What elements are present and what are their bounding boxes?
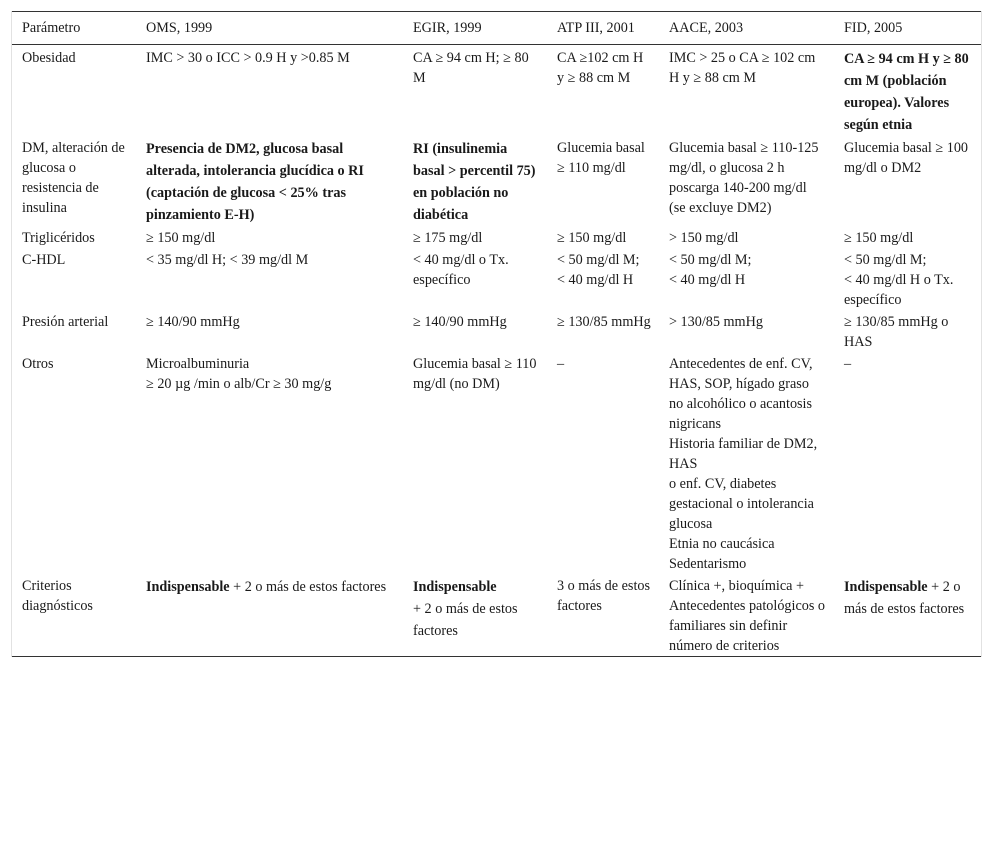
cell-line: Sedentarismo	[669, 556, 747, 572]
atp-cell	[547, 310, 659, 352]
table-row	[12, 248, 981, 310]
fid-cell	[834, 248, 981, 310]
cell-line: RI (insulinemia basal > percentil 75) en población no diabética	[413, 141, 536, 223]
cell-line: > 150 mg/dl	[669, 230, 739, 246]
oms-cell	[136, 574, 403, 657]
fid-cell	[834, 226, 981, 248]
header-oms: OMS, 1999	[146, 20, 213, 36]
cell-line: Otros	[22, 356, 54, 372]
aace-cell	[659, 310, 834, 352]
fid-cell	[834, 310, 981, 352]
cell-line: Glucemia basal ≥ 110 mg/dl	[557, 140, 645, 176]
cell-line: ≥ 175 mg/dl	[413, 230, 483, 246]
header-egir: EGIR, 1999	[413, 20, 482, 36]
fid-cell	[834, 136, 981, 226]
egir-cell	[403, 574, 547, 657]
cell-line: –	[557, 356, 565, 372]
cell-line: > 130/85 mmHg	[669, 314, 763, 330]
cell-line: –	[844, 356, 852, 372]
cell-line: + 2 o más de estos factores	[413, 601, 518, 639]
cell-line: Glucemia basal ≥ 110 mg/dl (no DM)	[413, 356, 537, 392]
cell-line: ≥ 150 mg/dl	[557, 230, 627, 246]
cell-line: < 40 mg/dl H o Tx. específico	[844, 272, 954, 308]
egir-cell	[403, 136, 547, 226]
table-row	[12, 136, 981, 226]
aace-cell	[659, 352, 834, 574]
indispensable-label: Indispensable	[844, 579, 928, 595]
table-row	[12, 574, 981, 657]
egir-cell	[403, 226, 547, 248]
cell-line: ≥ 140/90 mmHg	[146, 314, 240, 330]
header-fid: FID, 2005	[844, 20, 903, 36]
atp-cell	[547, 45, 659, 137]
criteria-table-container	[11, 11, 982, 657]
oms-cell	[136, 352, 403, 574]
atp-cell	[547, 248, 659, 310]
cell-line: CA ≥102 cm H y ≥ 88 cm M	[557, 50, 644, 86]
cell-line: Etnia no caucásica	[669, 536, 775, 552]
oms-cell	[136, 226, 403, 248]
header-atp: ATP III, 2001	[557, 20, 635, 36]
table-header-row	[12, 12, 981, 45]
aace-cell	[659, 226, 834, 248]
table-row	[12, 45, 981, 137]
cell-line: ≥ 150 mg/dl	[146, 230, 216, 246]
egir-cell	[403, 310, 547, 352]
cell-line: < 35 mg/dl H; < 39 mg/dl M	[146, 252, 309, 268]
fid-cell	[834, 352, 981, 574]
atp-cell	[547, 352, 659, 574]
cell-line: ≥ 140/90 mmHg	[413, 314, 507, 330]
cell-line: 3 o más de estos factores	[557, 578, 650, 614]
oms-cell	[136, 136, 403, 226]
atp-cell	[547, 226, 659, 248]
indispensable-label: Indispensable	[146, 579, 230, 595]
cell-line: Antecedentes de enf. CV, HAS, SOP, hígado graso no alcohólico o acantosis nigricans	[669, 356, 813, 432]
cell-line: CA ≥ 94 cm H y ≥ 80 cm M (población europea). Valores según etnia	[844, 51, 969, 133]
aace-cell	[659, 45, 834, 137]
header-parametro: Parámetro	[22, 20, 81, 36]
aace-cell	[659, 574, 834, 657]
atp-cell	[547, 136, 659, 226]
cell-line: Glucemia basal ≥ 100 mg/dl o DM2	[844, 140, 969, 176]
oms-cell	[136, 45, 403, 137]
cell-line: < 40 mg/dl H	[669, 272, 746, 288]
fid-cell	[834, 45, 981, 137]
cell-line: ≥ 150 mg/dl	[844, 230, 914, 246]
egir-cell	[403, 248, 547, 310]
oms-cell	[136, 248, 403, 310]
param-cell	[12, 352, 136, 574]
cell-line: Presencia de DM2, glucosa basal alterada, intolerancia glucídica o RI (captación de glucosa < 25% tras pinzamiento E-H)	[146, 141, 364, 223]
egir-cell	[403, 352, 547, 574]
cell-line: < 50 mg/dl M;	[844, 252, 927, 268]
param-cell	[12, 248, 136, 310]
cell-line: C-HDL	[22, 252, 66, 268]
cell-line: Historia familiar de DM2, HAS	[669, 436, 818, 472]
cell-line: ≥ 130/85 mmHg	[557, 314, 651, 330]
cell-line: CA ≥ 94 cm H; ≥ 80 M	[413, 50, 529, 86]
param-cell	[12, 45, 136, 137]
cell-line: Glucemia basal ≥ 110-125 mg/dl, o glucosa 2 h poscarga 140-200 mg/dl (se excluye DM2)	[669, 140, 819, 216]
oms-cell	[136, 310, 403, 352]
param-cell	[12, 574, 136, 657]
cell-line: ≥ 130/85 mmHg o HAS	[844, 314, 949, 350]
cell-line: IMC > 25 o CA ≥ 102 cm H y ≥ 88 cm M	[669, 50, 816, 86]
cell-line: o enf. CV, diabetes gestacional o intolerancia glucosa	[669, 476, 814, 532]
table-row	[12, 226, 981, 248]
cell-line: DM, alteración de glucosa o resistencia de insulina	[22, 140, 125, 216]
indispensable-label: Indispensable	[413, 579, 497, 595]
cell-line: Criterios diagnósticos	[22, 578, 93, 614]
cell-line: Obesidad	[22, 50, 76, 66]
cell-line: Microalbuminuria	[146, 356, 250, 372]
fid-cell	[834, 574, 981, 657]
cell-text: + 2 o más de estos factores	[229, 579, 387, 595]
cell-line: IMC > 30 o ICC > 0.9 H y >0.85 M	[146, 50, 350, 66]
param-cell	[12, 310, 136, 352]
egir-cell	[403, 45, 547, 137]
cell-text: + 2 o más de estos factores	[844, 579, 965, 617]
cell-line: < 50 mg/dl M; < 40 mg/dl H	[557, 252, 640, 288]
atp-cell	[547, 574, 659, 657]
cell-line: Presión arterial	[22, 314, 109, 330]
cell-line: < 50 mg/dl M;	[669, 252, 752, 268]
table-row	[12, 352, 981, 574]
cell-line: ≥ 20 µg /min o alb/Cr ≥ 30 mg/g	[146, 376, 332, 392]
metabolic-syndrome-criteria-table	[12, 11, 981, 657]
cell-line: Clínica +, bioquímica + Antecedentes patológicos o familiares sin definir número de criterios	[669, 578, 826, 654]
cell-line: Triglicéridos	[22, 230, 95, 246]
param-cell	[12, 226, 136, 248]
table-row	[12, 310, 981, 352]
param-cell	[12, 136, 136, 226]
header-aace: AACE, 2003	[669, 20, 744, 36]
cell-line: < 40 mg/dl o Tx. específico	[413, 252, 509, 288]
aace-cell	[659, 136, 834, 226]
aace-cell	[659, 248, 834, 310]
